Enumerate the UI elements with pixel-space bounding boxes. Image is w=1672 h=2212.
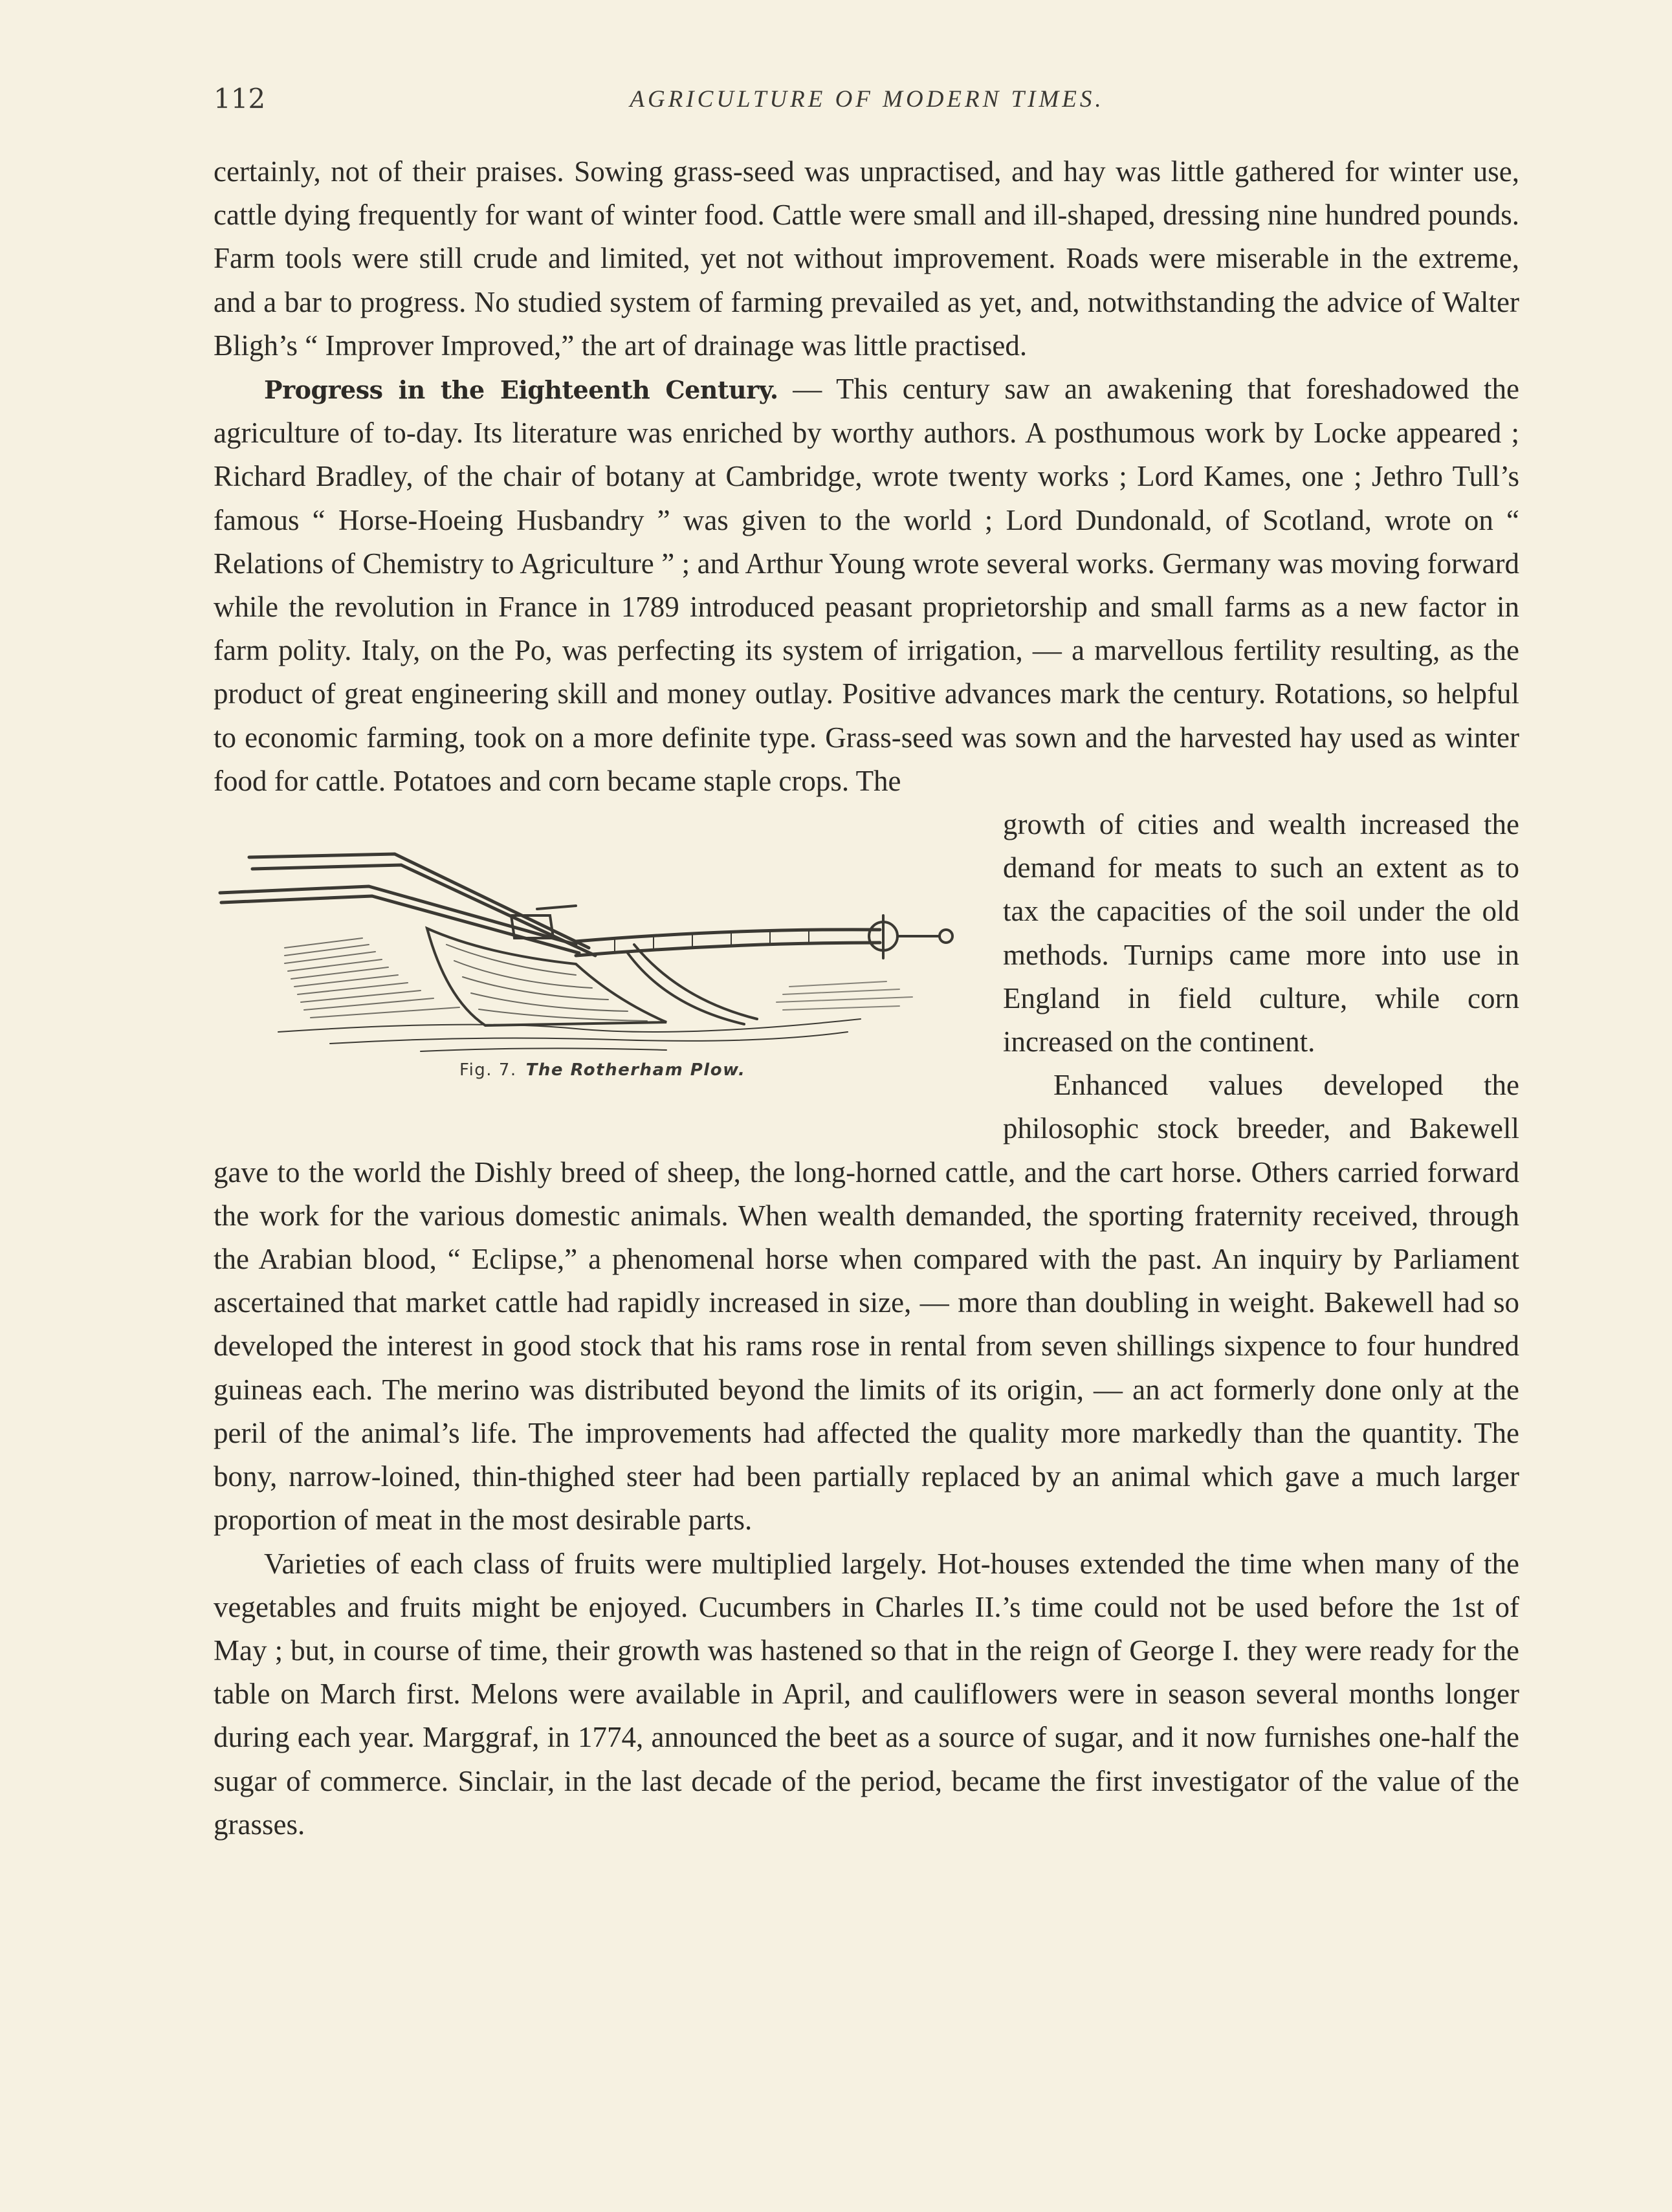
figure-title: The Rotherham Plow. [525, 1060, 746, 1080]
paragraph-4: Varieties of each class of fruits were multiplied largely. Hot-houses extended the time when many of the vegetables and fruits might be enjoyed. Cucumbers in Charles II.’s time could not be used before the 1st of May ; but, in course of time, their growth was hastened so that in the reign of George I. they were ready for the table on March first. Melons were available in April, and cauliflowers were in season several months longer during each year. Marggraf, in 1774, announced the beet as a source of sugar, and it now furnishes one-half the sugar of commerce. Sinclair, in the last decade of the period, became the first investigator of the value of the grasses. [214, 1547, 1519, 1841]
section-heading: Progress in the Eighteenth Century. [264, 375, 778, 405]
plow-illustration [214, 805, 964, 1058]
paragraph-2-continued: growth of cities and wealth increased the demand for meats to such an extent as to tax the capacities of the soil under the old methods. Turnips came more into use in England in field culture, while corn increased on the continent. [1003, 808, 1519, 1058]
figure-7 [214, 803, 964, 1120]
paragraph-2 [214, 367, 1519, 803]
paragraph-2-text-before-figure: — This century saw an awakening that foreshadowed the agriculture of to-day. Its literature was enriched by worthy authors. A posthumous work by Locke appeared ; Richard Bradley, of the chair of botany at Cambridge, wrote twenty works ; Lord Kames, one ; Jethro Tull’s famous “ Horse-Hoeing Husbandry ” was given to the world ; Lord Dundonald, of Scotland, wrote on “ Relations of Chemistry to Agriculture ” ; and Arthur Young wrote several works. Germany was moving forward while the revolution in France in 1789 introduced peasant proprietorship and small farms as a new factor in farm polity. Italy, on the Po, was perfecting its system of irrigation, — a marvellous fertility resulting, as the product of great engineering skill and money outlay. Positive advances mark the century. Rotations, so helpful to economic farming, took on a more definite type. Grass-seed was sown and the harvested hay used as winter food for cattle. Potatoes and corn became staple crops. The [214, 373, 1519, 797]
figure-label: Fig. 7. [459, 1060, 517, 1080]
figure-caption [459, 1062, 745, 1079]
page-number: 112 [214, 83, 266, 115]
paragraph-3: Enhanced values developed the philosophic stock breeder, and Bakewell gave to the world the Dishly breed of sheep, the long-horned cattle, and the cart horse. Others carried forward the work for the various domestic animals. When wealth demanded, the sporting fraternity received, through the Arabian blood, “ Eclipse,” a phenomenal horse when compared with the past. An inquiry by Parliament ascertained that market cattle had rapidly increased in size, — more than doubling in weight. Bakewell had so developed the interest in good stock that his rams rose in rental from seven shillings sixpence to four hundred guineas each. The merino was distributed beyond the limits of its origin, — an act formerly done only at the peril of the animal’s life. The improvements had affected the quality more markedly than the quantity. The bony, narrow-loined, thin-thighed steer had been partially replaced by an animal which gave a much larger proportion of meat in the most desirable parts. [214, 1069, 1519, 1537]
running-title: AGRICULTURE OF MODERN TIMES. [630, 86, 1105, 113]
body-text [214, 150, 1519, 1846]
page-header [214, 83, 1521, 128]
paragraph-1: certainly, not of their praises. Sowing grass-seed was unpractised, and hay was little gathered for winter use, cattle dying frequently for want of winter food. Cattle were small and ill-shaped, dressing nine hundred pounds. Farm tools were still crude and limited, yet not without improvement. Roads were miserable in the extreme, and a bar to progress. No studied system of farming prevailed as yet, and, notwithstanding the advice of Walter Bligh’s “ Improver Improved,” the art of drainage was little practised. [214, 155, 1519, 362]
